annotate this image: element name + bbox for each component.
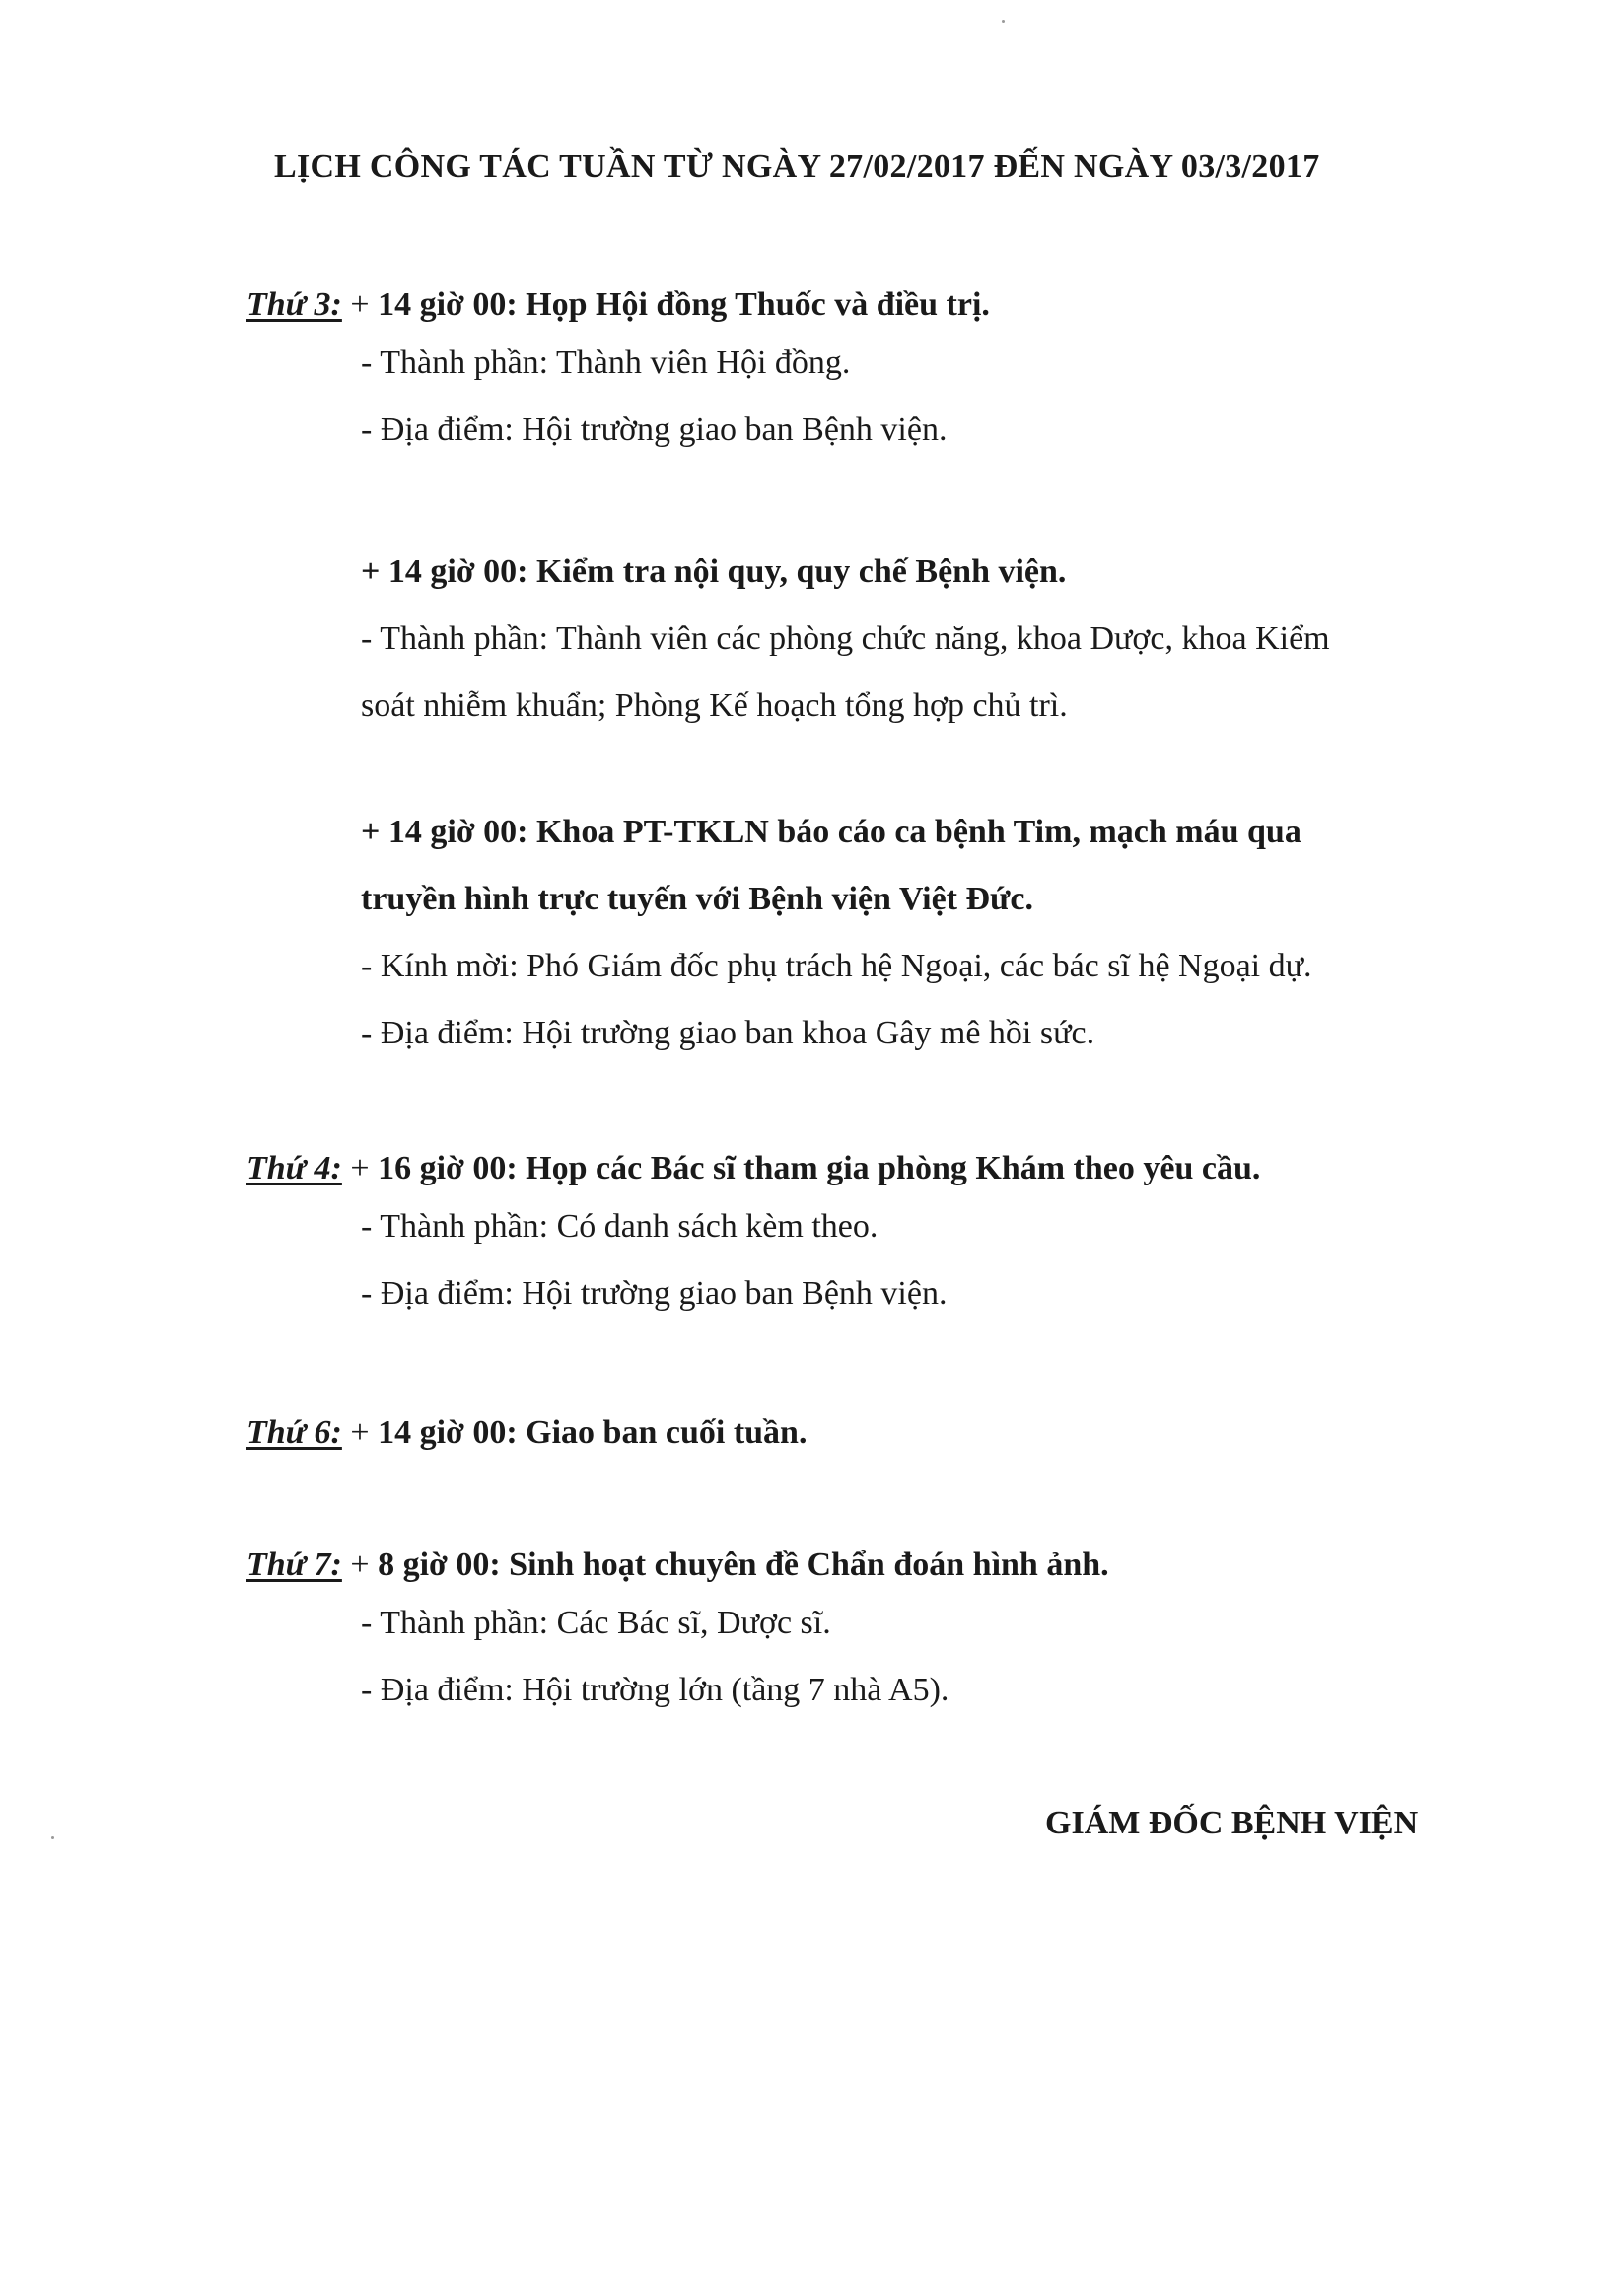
event-title [350, 286, 990, 323]
event-details [361, 1590, 1479, 1724]
day-header [246, 1144, 1479, 1193]
event-bullet: + [350, 1414, 379, 1451]
event-title [350, 1546, 1108, 1583]
day-label: Thứ 6: [246, 1414, 342, 1451]
event-item [361, 538, 1479, 740]
event-detail: - Địa điểm: Hội trường lớn (tầng 7 nhà A5). [361, 1672, 949, 1708]
document-title: LỊCH CÔNG TÁC TUẦN TỪ NGÀY 27/02/2017 ĐẾN NGÀY 03/3/2017 [274, 148, 1320, 184]
event-title [350, 1414, 807, 1451]
day-header [246, 1408, 1479, 1458]
event-details [361, 1193, 1479, 1327]
event-details [361, 329, 1479, 464]
event-detail: - Thành phần: Các Bác sĩ, Dược sĩ. [361, 1605, 831, 1641]
event-item [361, 799, 1479, 1067]
event-bullet: + [350, 1546, 379, 1583]
event-block [246, 538, 1479, 740]
event-detail: - Địa điểm: Hội trường giao ban Bệnh viện. [361, 411, 948, 448]
event-detail: - Thành phần: Thành viên các phòng chức năng, khoa Dược, khoa Kiểm [361, 620, 1330, 657]
event-detail: - Địa điểm: Hội trường giao ban Bệnh viện. [361, 1275, 948, 1312]
day-label: Thứ 7: [246, 1546, 342, 1583]
event-title [350, 1150, 1260, 1186]
day-header [246, 280, 1479, 329]
event-detail: - Địa điểm: Hội trường giao ban khoa Gây mê hồi sức. [361, 1015, 1095, 1051]
day-label: Thứ 3: [246, 286, 342, 323]
scan-speck [51, 1836, 54, 1839]
day-header [246, 1541, 1479, 1590]
event-title-text: 8 giờ 00: Sinh hoạt chuyên đề Chẩn đoán hình ảnh. [378, 1546, 1109, 1583]
signature-block: GIÁM ĐỐC BỆNH VIỆN [1045, 1805, 1419, 1841]
event-detail: - Kính mời: Phó Giám đốc phụ trách hệ Ngoại, các bác sĩ hệ Ngoại dự. [361, 948, 1312, 984]
event-title-text: 16 giờ 00: Họp các Bác sĩ tham gia phòng Khám theo yêu cầu. [378, 1150, 1261, 1186]
event-title: + 14 giờ 00: Khoa PT-TKLN báo cáo ca bệnh Tim, mạch máu qua [361, 814, 1301, 850]
scan-speck [1002, 20, 1005, 23]
event-detail: - Thành phần: Có danh sách kèm theo. [361, 1208, 879, 1245]
day-section-thu-6 [246, 1408, 1479, 1458]
event-title-text: 14 giờ 00: Họp Hội đồng Thuốc và điều trị. [378, 286, 990, 323]
event-detail: - Thành phần: Thành viên Hội đồng. [361, 344, 851, 381]
event-bullet: + [350, 286, 379, 323]
day-section-thu-3 [246, 280, 1479, 464]
event-title-text: 14 giờ 00: Giao ban cuối tuần. [378, 1414, 808, 1451]
day-label: Thứ 4: [246, 1150, 342, 1186]
event-title: + 14 giờ 00: Kiểm tra nội quy, quy chế Bệnh viện. [361, 553, 1067, 590]
event-title-continued: truyền hình trực tuyến với Bệnh viện Việt Đức. [361, 881, 1034, 917]
event-block [246, 799, 1479, 1067]
day-section-thu-7 [246, 1541, 1479, 1724]
event-detail: soát nhiễm khuẩn; Phòng Kế hoạch tổng hợp chủ trì. [361, 687, 1068, 724]
event-bullet: + [350, 1150, 379, 1186]
day-section-thu-4 [246, 1144, 1479, 1327]
